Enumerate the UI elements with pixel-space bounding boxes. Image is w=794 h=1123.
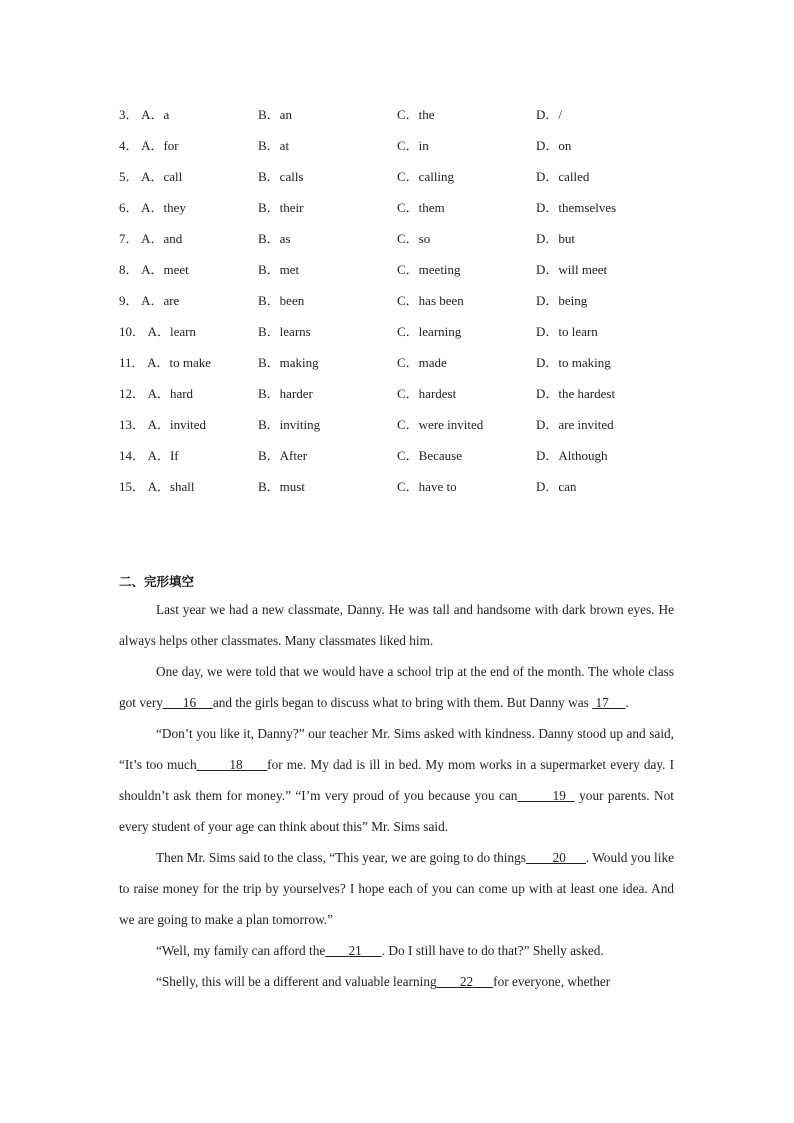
option-b: B．harder [258, 386, 313, 401]
option-c: C．in [397, 138, 429, 153]
option-d: D．to making [536, 355, 611, 370]
paragraph-4: Then Mr. Sims said to the class, “This year, we are going to do things 20 . Would you like to raise money for the trip by yourselves? I hope each of you can come up with at least one idea. And we are going to make a plan tomorrow.” [119, 850, 674, 927]
blank-19: 19 [517, 788, 575, 803]
paragraph-3: “Don’t you like it, Danny?” our teacher Mr. Sims asked with kindness. Danny stood up and said, “It’s too much 18 for me. My dad is ill in bed. My mom works in a supermarket every day. I shouldn’t ask them for money.” “I’m very proud of you because you can 19 your parents. Not every student of your age can think about this” Mr. Sims said. [119, 726, 674, 834]
option-row-13 [119, 408, 719, 439]
blank-22: 22 [436, 974, 494, 989]
option-c: C．has been [397, 293, 464, 308]
option-d: D．being [536, 293, 588, 308]
option-c: C．meeting [397, 262, 461, 277]
option-b: B．making [258, 355, 319, 370]
option-a: 11． A．to make [119, 355, 211, 370]
option-row-8 [119, 253, 719, 284]
option-d: D．the hardest [536, 386, 616, 401]
option-a: 12． A．hard [119, 386, 194, 401]
option-c: C．hardest [397, 386, 457, 401]
option-row-5 [119, 160, 719, 191]
option-d: D．/ [536, 107, 563, 122]
option-row-14 [119, 439, 719, 470]
option-a: 3． A．a [119, 107, 170, 122]
option-d: D．on [536, 138, 572, 153]
option-b: B．an [258, 107, 292, 122]
option-row-7 [119, 222, 719, 253]
option-c: C．so [397, 231, 431, 246]
option-b: B．calls [258, 169, 304, 184]
option-d: D．themselves [536, 200, 617, 215]
option-d: D．are invited [536, 417, 614, 432]
option-row-10 [119, 315, 719, 346]
blank-21: 21 [325, 943, 382, 958]
option-c: C．calling [397, 169, 455, 184]
option-b: B．must [258, 479, 305, 494]
option-b: B．met [258, 262, 300, 277]
option-b: B．at [258, 138, 290, 153]
paragraph-1: Last year we had a new classmate, Danny. He was tall and handsome with dark brown eyes. He always helps other classmates. Many classmates liked him. [119, 602, 674, 648]
blank-16: 16 [162, 695, 213, 710]
option-a: 9． A．are [119, 293, 180, 308]
option-d: D．can [536, 479, 577, 494]
option-c: C．them [397, 200, 445, 215]
section-title: 二、完形填空 [119, 574, 195, 589]
option-d: D．will meet [536, 262, 608, 277]
option-b: B．their [258, 200, 304, 215]
paragraph-6: “Shelly, this will be a different and valuable learning 22 for everyone, whether [156, 974, 611, 989]
option-row-12 [119, 377, 719, 408]
option-a: 10． A．learn [119, 324, 196, 339]
option-c: C．Because [397, 448, 462, 463]
option-row-6 [119, 191, 719, 222]
options-list [119, 98, 719, 501]
option-d: D．called [536, 169, 590, 184]
cloze-passage [119, 594, 674, 997]
option-d: D．to learn [536, 324, 598, 339]
option-c: C．learning [397, 324, 462, 339]
option-a: 13． A．invited [119, 417, 207, 432]
option-row-3 [119, 98, 719, 129]
option-a: 5． A．call [119, 169, 183, 184]
option-c: C．the [397, 107, 435, 122]
option-b: B．inviting [258, 417, 321, 432]
option-b: B．as [258, 231, 291, 246]
option-c: C．have to [397, 479, 457, 494]
option-b: B．been [258, 293, 305, 308]
option-c: C．made [397, 355, 447, 370]
paragraph-5: “Well, my family can afford the 21 . Do I still have to do that?” Shelly asked. [156, 943, 604, 958]
option-a: 14． A．If [119, 448, 179, 463]
option-d: D．Although [536, 448, 608, 463]
option-row-15 [119, 470, 719, 501]
option-a: 8． A．meet [119, 262, 189, 277]
option-a: 7． A．and [119, 231, 183, 246]
option-a: 15． A．shall [119, 479, 195, 494]
blank-18: 18 [196, 757, 268, 772]
option-a: 4． A．for [119, 138, 179, 153]
option-a: 6． A．they [119, 200, 186, 215]
option-row-11 [119, 346, 719, 377]
blank-17: 17 [592, 695, 626, 710]
option-c: C．were invited [397, 417, 484, 432]
option-b: B．After [258, 448, 308, 463]
paragraph-2: One day, we were told that we would have a school trip at the end of the month. The whole class got very 16 and the girls began to discuss what to bring with them. But Danny was 17 . [119, 664, 674, 710]
option-d: D．but [536, 231, 576, 246]
option-row-9 [119, 284, 719, 315]
option-b: B．learns [258, 324, 311, 339]
blank-20: 20 [525, 850, 586, 865]
option-row-4 [119, 129, 719, 160]
